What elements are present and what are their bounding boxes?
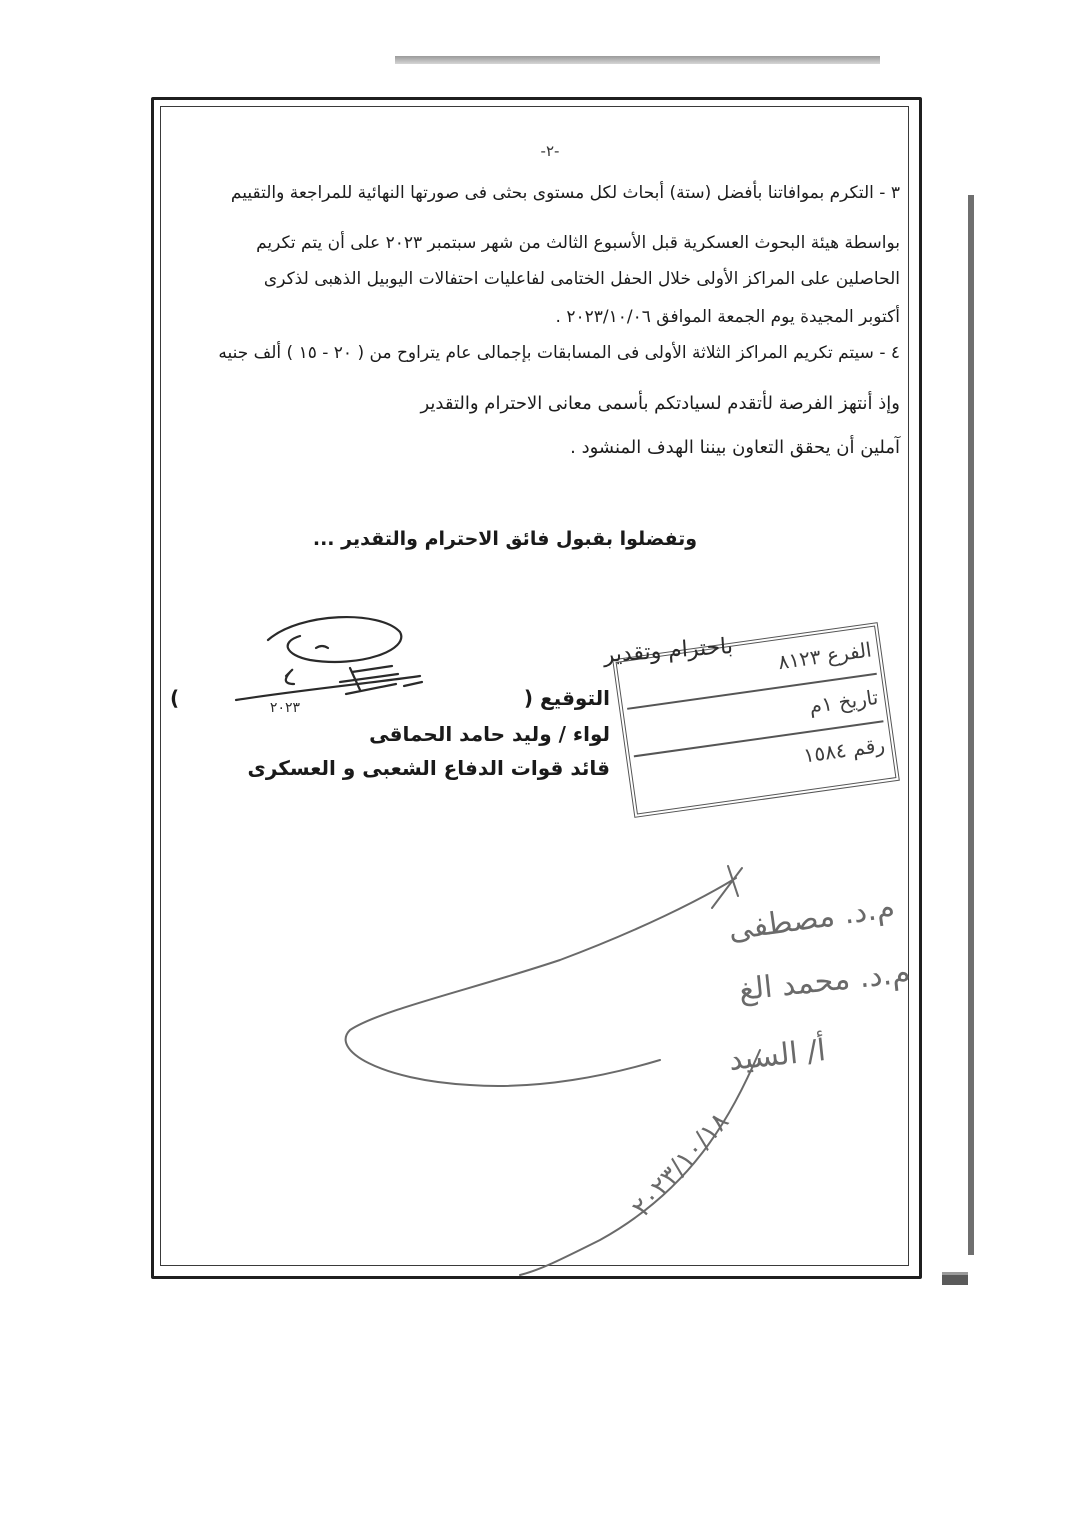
- closing-paragraph-line-1: وإذ أنتهز الفرصة لأتقدم لسيادتكم بأسمى معانى الاحترام والتقدير: [420, 393, 900, 414]
- signature-handwritten-date: ٢٠٢٣: [269, 700, 300, 716]
- scan-artifact-top: [395, 56, 880, 64]
- stamp-row-number: رقم ١٥٨٤: [801, 732, 887, 768]
- signature-handwritten-note: باحترام وتقدير: [602, 634, 734, 668]
- annotation-line-3: أ/ السيد: [727, 1033, 828, 1078]
- item-3-line-2: بواسطة هيئة البحوث العسكرية قبل الأسبوع الثالث من شهر سبتمبر ٢٠٢٣ على أن يتم تكريم: [256, 233, 900, 253]
- item-4-line-1: ٤ - سيتم تكريم المراكز الثلاثة الأولى فى المسابقات بإجمالى عام يتراوح من ( ٢٠ - ١٥ ) ألف جنيه: [218, 343, 900, 363]
- annotation-date: ٢٠٢٣/١٠/١٨: [626, 1106, 736, 1223]
- signature-label: التوقيع (: [523, 686, 610, 710]
- closing-formula: وتفضلوا بقبول فائق الاحترام والتقدير ...: [312, 528, 698, 550]
- closing-paragraph-line-2: آملين أن يحقق التعاون بيننا الهدف المنشود .: [570, 437, 900, 458]
- signature-label-close: ): [170, 686, 180, 710]
- stamp-row-date: تاريخ ١م: [807, 684, 880, 719]
- annotation-line-1: م.د. مصطفى: [726, 889, 897, 948]
- annotation-line-2: م.د. محمد الغ: [737, 955, 912, 1008]
- stamp-row-branch: الفرع ٨١٢٣: [776, 637, 873, 675]
- page-number: -٢-: [540, 142, 560, 160]
- scan-artifact-bottom: [942, 1272, 968, 1285]
- signature-rank-name: لواء / وليد حامد الحماقى: [369, 722, 610, 746]
- item-3-line-4: أكتوبر المجيدة يوم الجمعة الموافق ٢٠٢٣/١٠/٠٦ .: [555, 307, 900, 327]
- scan-artifact-right: [968, 195, 974, 1255]
- item-3-line-1: ٣ - التكرم بموافاتنا بأفضل (ستة) أبحاث لكل مستوى بحثى فى صورتها النهائية للمراجعة والتقييم: [230, 183, 900, 203]
- item-3-line-3: الحاصلين على المراكز الأولى خلال الحفل الختامى لفاعليات احتفالات اليوبيل الذهبى لذكرى: [263, 269, 900, 289]
- signature-title: قائد قوات الدفاع الشعبى و العسكرى: [247, 756, 610, 780]
